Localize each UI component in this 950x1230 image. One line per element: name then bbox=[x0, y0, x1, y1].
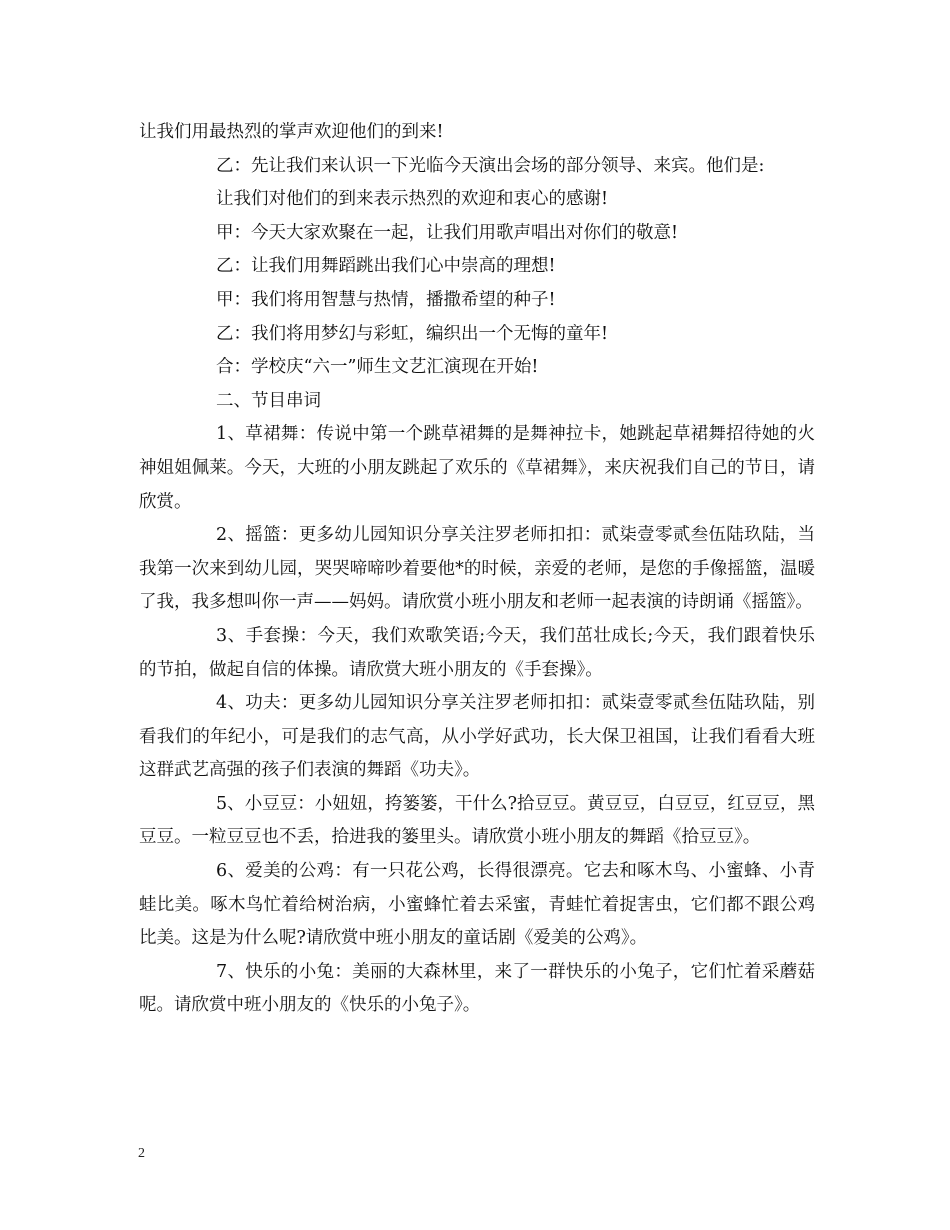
program-item: 2、摇篮：更多幼儿园知识分享关注罗老师扣扣：贰柒壹零贰叁伍陆玖陆，当我第一次来到幼儿园，哭哭啼啼吵着要他*的时候，亲爱的老师，是您的手像摇篮，温暖了我，我多想叫你一声——妈妈。请欣赏小班小朋友和老师一起表演的诗朗诵《摇篮》。 bbox=[139, 525, 815, 613]
page-number: 2 bbox=[138, 1146, 145, 1161]
text-line-thanks: 让我们对他们的到来表示热烈的欢迎和衷心的感谢! bbox=[216, 189, 609, 210]
text-line-jia-wisdom: 甲：我们将用智慧与热情，播撒希望的种子! bbox=[216, 289, 556, 310]
text-line-jia-song: 甲：今天大家欢聚在一起，让我们用歌声唱出对你们的敬意! bbox=[216, 222, 679, 243]
program-item: 6、爱美的公鸡：有一只花公鸡，长得很漂亮。它去和啄木鸟、小蜜蜂、小青蛙比美。啄木鸟忙着给树治病，小蜜蜂忙着去采蜜，青蛙忙着捉害虫，它们都不跟公鸡比美。这是为什么呢?请欣赏中班小朋友的童话剧《爱美的公鸡》。 bbox=[139, 861, 815, 949]
program-item: 3、手套操：今天，我们欢歌笑语;今天，我们茁壮成长;今天，我们跟着快乐的节拍，做起自信的体操。请欣赏大班小朋友的《手套操》。 bbox=[139, 625, 815, 680]
text-line-he-start: 合：学校庆“六一”师生文艺汇演现在开始! bbox=[216, 357, 539, 378]
program-item: 1、草裙舞：传说中第一个跳草裙舞的是舞神拉卡，她跳起草裙舞招待她的火神姐姐佩莱。今天，大班的小朋友跳起了欢乐的《草裙舞》，来庆祝我们自己的节日，请欣赏。 bbox=[139, 424, 815, 512]
document-body bbox=[139, 116, 815, 1023]
program-item: 7、快乐的小兔：美丽的大森林里，来了一群快乐的小兔子，它们忙着采蘑菇呢。请欣赏中班小朋友的《快乐的小兔子》。 bbox=[139, 961, 815, 1016]
text-line-welcome: 让我们用最热烈的掌声欢迎他们的到来! bbox=[139, 122, 444, 142]
text-line-yi-rainbow: 乙：我们将用梦幻与彩虹，编织出一个无悔的童年! bbox=[216, 323, 609, 344]
section-heading: 二、节目串词 bbox=[216, 390, 321, 411]
program-item: 5、小豆豆：小妞妞，挎篓篓，干什么?拾豆豆。黄豆豆，白豆豆，红豆豆，黑豆豆。一粒豆豆也不丢，拾进我的篓里头。请欣赏小班小朋友的舞蹈《拾豆豆》。 bbox=[139, 793, 815, 848]
program-item: 4、功夫：更多幼儿园知识分享关注罗老师扣扣：贰柒壹零贰叁伍陆玖陆，别看我们的年纪小，可是我们的志气高，从小学好武功，长大保卫祖国，让我们看看大班这群武艺高强的孩子们表演的舞蹈《功夫》。 bbox=[139, 693, 815, 781]
text-line-yi-intro: 乙：先让我们来认识一下光临今天演出会场的部分领导、来宾。他们是: bbox=[216, 155, 765, 176]
text-line-yi-dance: 乙：让我们用舞蹈跳出我们心中崇高的理想! bbox=[216, 256, 556, 277]
